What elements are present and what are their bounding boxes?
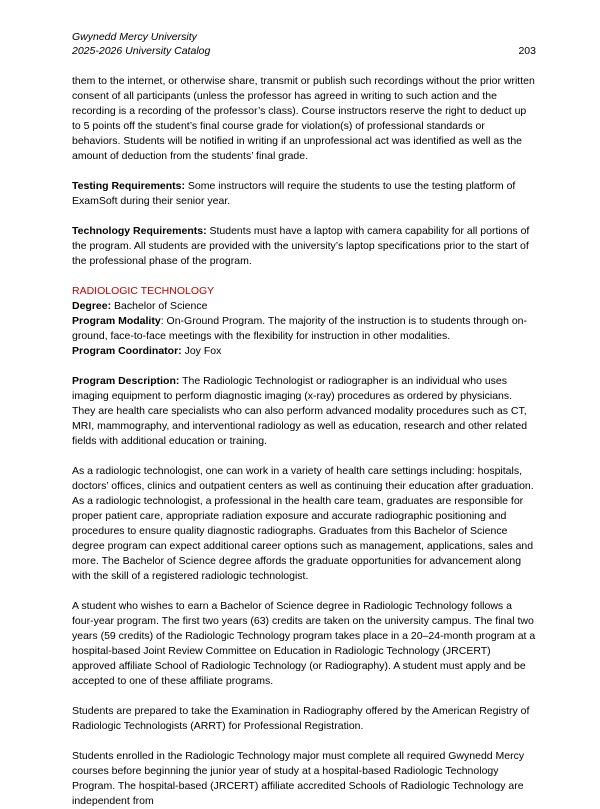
section-heading-radiologic-technology: RADIOLOGIC TECHNOLOGY (72, 285, 215, 298)
program-modality-text: : On-Ground Program. The majority of the instruction is to students through on-ground, face-to-face meetings with the flexibility for instruction in other modalities. (72, 315, 528, 343)
program-modality-label: Program Modality (72, 315, 161, 328)
page-body (72, 74, 536, 809)
running-head (72, 30, 210, 58)
degree-label: Degree: (72, 300, 112, 313)
examination-paragraph: Students are prepared to take the Examination in Radiography offered by the American Registry of Radiologic Technologists (ARRT) for Professional Registration. (72, 705, 530, 733)
work-settings-paragraph: As a radiologic technologist, one can work in a variety of health care settings including: hospitals, doctors’ offices, clinics and outpatient centers as well as continuing their education after graduation. As a radiologic technologist, a professional in the health care team, graduates are responsible for proper patient care, appropriate radiation exposure and accurate radiographic positioning and procedures to ensure quality diagnostic radiographs. Graduates from this Bachelor of Science degree program can expect additional career options such as management, applications, sales and more. The Bachelor of Science degree affords the graduate opportunities for advancement along with the skill of a registered radiologic technologist. (72, 465, 534, 583)
technology-requirements-label: Technology Requirements: (72, 225, 207, 238)
page-header (72, 30, 536, 58)
testing-requirements-label: Testing Requirements: (72, 180, 185, 193)
program-description-paragraph (72, 374, 536, 449)
program-description-label: Program Description: (72, 375, 180, 388)
enrollment-requirements-paragraph: Students enrolled in the Radiologic Technology major must complete all required Gwynedd Mercy courses before beginning the junior year of study at a hospital-based Radiologic Technology Program. The hospital-based (JRCERT) affiliate accredited Schools of Radiologic Technology are independent from (72, 750, 525, 808)
catalog-title: 2025-2026 University Catalog (72, 45, 211, 58)
program-coordinator-label: Program Coordinator: (72, 345, 182, 358)
program-description-text: The Radiologic Technologist or radiographer is an individual who uses imaging equipment to perform diagnostic imaging (x-ray) procedures as ordered by physicians. They are health care specialists who can also perform advanced modality procedures such as CT, MRI, mammography, and interventional radiology as well as education, research and other related fields with additional education or training. (72, 375, 528, 448)
page-number: 203 (518, 45, 536, 58)
program-modality-line (72, 314, 536, 344)
program-coordinator-text: Joy Fox (181, 345, 222, 358)
program-coordinator-line (72, 344, 536, 359)
testing-requirements-paragraph (72, 179, 536, 209)
degree-line (72, 299, 536, 314)
technology-requirements-paragraph (72, 224, 536, 269)
testing-requirements-text: Some instructors will require the students to use the testing platform of ExamSoft during their senior year. (72, 180, 516, 208)
degree-text: Bachelor of Science (111, 300, 208, 313)
program-info-block (72, 284, 536, 359)
technology-requirements-text: Students must have a laptop with camera capability for all portions of the program. All students are provided with the university’s laptop specifications prior to the start of the professional phase of the program. (72, 225, 530, 268)
university-name: Gwynedd Mercy University (72, 31, 197, 43)
four-year-program-paragraph: A student who wishes to earn a Bachelor of Science degree in Radiologic Technology follows a four-year program. The first two years (63) credits are taken on the university campus. The final two years (59 credits) of the Radiologic Technology program takes place in a 20–24-month program at a hospital-based Joint Review Committee on Education in Radiologic Technology (JRCERT) approved affiliate School of Radiologic Technology (or Radiography). A student must apply and be accepted to one of these affiliate programs. (72, 600, 536, 688)
recordings-policy-paragraph: them to the internet, or otherwise share, transmit or publish such recordings without the prior written consent of all participants (unless the professor has agreed in writing to such action and the recording is a recording of the professor’s class). Course instructors reserve the right to deduct up to 5 points off the student’s final course grade for violation(s) of professional standards or behaviors. Students will be notified in writing if an unprofessional act was identified as well as the amount of deduction from the students’ final grade. (72, 75, 535, 163)
